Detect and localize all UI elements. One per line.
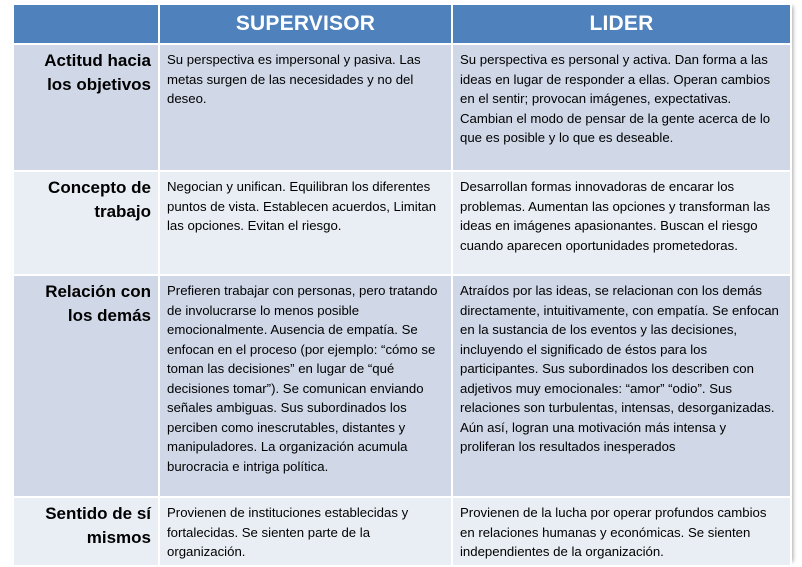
header-row (13, 4, 791, 44)
lider-cell: Su perspectiva es personal y activa. Dan forma a las ideas en lugar de responder a ellas. Operan cambios en el sentir; provocan imágenes, expectativas. Cambian el modo de pensar de la gente acerca de lo que es posible y lo que es deseable. (452, 44, 791, 171)
supervisor-cell: Su perspectiva es impersonal y pasiva. Las metas surgen de las necesidades y no del deseo. (159, 44, 452, 171)
lider-cell: Desarrollan formas innovadoras de encarar los problemas. Aumentan las opciones y transforman las ideas en imágenes apasionantes. Buscan el riesgo cuando aparecen oportunidades prometedoras. (452, 171, 791, 275)
comparison-table-container (12, 3, 790, 559)
lider-cell: Provienen de la lucha por operar profundos cambios en relaciones humanas y económicas. Se sienten independientes de la organización. (452, 497, 791, 566)
header-corner-cell (13, 4, 159, 44)
supervisor-cell: Provienen de instituciones establecidas y fortalecidas. Se sienten parte de la organización. (159, 497, 452, 566)
row-label: Relación con los demás (13, 275, 159, 497)
row-label: Actitud hacia los objetivos (13, 44, 159, 171)
header-lider: LIDER (452, 4, 791, 44)
supervisor-cell: Negocian y unifican. Equilibran los diferentes puntos de vista. Establecen acuerdos, Limitan las opciones. Evitan el riesgo. (159, 171, 452, 275)
row-label: Sentido de sí mismos (13, 497, 159, 566)
supervisor-cell: Prefieren trabajar con personas, pero tratando de involucrarse lo menos posible emocionalmente. Ausencia de empatía. Se enfocan en el proceso (por ejemplo: “cómo se toman las decisiones” en lugar de “qué decisiones tomar”). Se comunican enviando señales ambiguas. Sus subordinados los perciben como inescrutables, distantes y manipuladores. La organización acumula burocracia e intriga política. (159, 275, 452, 497)
comparison-table (12, 3, 792, 567)
table-row-concepto (13, 171, 791, 275)
table-row-actitud (13, 44, 791, 171)
header-supervisor: SUPERVISOR (159, 4, 452, 44)
row-label: Concepto de trabajo (13, 171, 159, 275)
table-row-relacion (13, 275, 791, 497)
lider-cell: Atraídos por las ideas, se relacionan con los demás directamente, intuitivamente, con empatía. Se enfocan en la sustancia de los eventos y las decisiones, incluyendo el significado de éstos para los participantes. Sus subordinados los describen con adjetivos muy emocionales: “amor” “odio”. Sus relaciones son turbulentas, intensas, desorganizadas. Aún así, logran una motivación más intensa y proliferan los resultados inesperados (452, 275, 791, 497)
table-row-sentido (13, 497, 791, 566)
